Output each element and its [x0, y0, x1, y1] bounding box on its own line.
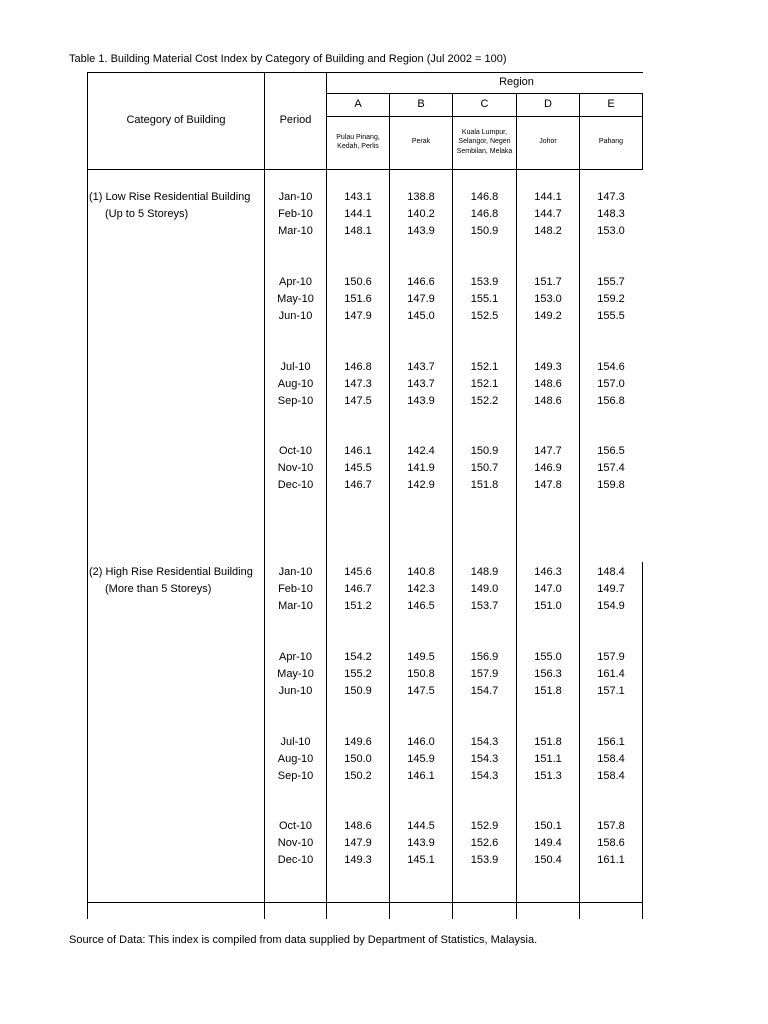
index-value-cell: 151.6: [344, 293, 372, 305]
period-cell: Sep-10: [277, 395, 314, 407]
region-code-a: A: [354, 98, 362, 110]
index-value-cell: 148.1: [344, 225, 372, 237]
index-value-cell: 152.1: [470, 361, 499, 373]
index-value-cell: 149.3: [344, 854, 372, 866]
index-value-cell: 146.3: [534, 566, 562, 578]
index-value-cell: 147.3: [344, 378, 372, 390]
period-cell: Aug-10: [277, 753, 314, 765]
period-cell: Jul-10: [280, 361, 311, 373]
period-cell: Jan-10: [278, 566, 313, 578]
region-name-d: [517, 137, 579, 147]
index-value-cell: 147.9: [344, 310, 372, 322]
period-cell: May-10: [277, 293, 314, 305]
index-value-cell: 143.1: [344, 191, 372, 203]
index-value-cell: 149.4: [534, 837, 562, 849]
index-value-cell: 146.9: [534, 462, 562, 474]
period-cell: Jan-10: [278, 191, 313, 203]
table-bottom-border: [88, 902, 643, 903]
period-cell: Apr-10: [278, 651, 313, 663]
category-header: Category of Building: [126, 114, 226, 126]
index-value-cell: 146.7: [344, 479, 372, 491]
period-cell: Feb-10: [278, 583, 313, 595]
period-cell: Dec-10: [277, 479, 314, 491]
index-value-cell: 145.9: [407, 753, 435, 765]
index-value-cell: 148.2: [534, 225, 562, 237]
period-cell: Oct-10: [278, 820, 312, 832]
index-value-cell: 155.0: [534, 651, 562, 663]
region-name-line: Kuala Lumpur,: [461, 128, 508, 136]
index-value-cell: 142.9: [407, 479, 435, 491]
index-value-cell: 143.7: [407, 361, 435, 373]
index-value-cell: 144.1: [344, 208, 372, 220]
index-value-cell: 156.1: [597, 736, 625, 748]
index-value-cell: 144.7: [534, 208, 562, 220]
region-name-b: [390, 137, 452, 147]
section-sublabel: (More than 5 Storeys): [105, 583, 212, 595]
index-value-cell: 143.9: [407, 225, 435, 237]
region-code-d: D: [544, 98, 552, 110]
index-value-cell: 146.1: [407, 770, 435, 782]
index-value-cell: 138.8: [407, 191, 435, 203]
index-value-cell: 146.8: [344, 361, 372, 373]
index-value-cell: 146.6: [407, 276, 435, 288]
index-value-cell: 151.1: [534, 753, 562, 765]
index-value-cell: 148.9: [470, 566, 499, 578]
index-value-cell: 155.7: [597, 276, 625, 288]
index-value-cell: 153.0: [597, 225, 625, 237]
index-value-cell: 144.5: [407, 820, 435, 832]
index-value-cell: 151.2: [344, 600, 372, 612]
index-value-cell: 143.7: [407, 378, 435, 390]
index-value-cell: 147.0: [534, 583, 562, 595]
index-value-cell: 150.6: [344, 276, 372, 288]
index-value-cell: 158.4: [597, 753, 625, 765]
index-value-cell: 154.9: [597, 600, 625, 612]
index-value-cell: 158.6: [597, 837, 625, 849]
period-cell: Nov-10: [277, 462, 314, 474]
index-value-cell: 150.1: [534, 820, 562, 832]
index-value-cell: 156.5: [597, 445, 625, 457]
region-header: Region: [499, 76, 534, 88]
index-value-cell: 151.8: [534, 685, 562, 697]
index-value-cell: 155.2: [344, 668, 372, 680]
index-value-cell: 146.5: [407, 600, 435, 612]
period-cell: May-10: [277, 668, 314, 680]
index-value-cell: 145.5: [344, 462, 372, 474]
period-cell: Mar-10: [278, 225, 313, 237]
index-value-cell: 149.2: [534, 310, 562, 322]
index-value-cell: 153.0: [534, 293, 562, 305]
region-name-a: [327, 133, 389, 152]
index-value-cell: 142.3: [407, 583, 435, 595]
index-value-cell: 149.6: [344, 736, 372, 748]
index-value-cell: 153.7: [470, 600, 499, 612]
index-value-cell: 161.4: [597, 668, 625, 680]
period-cell: Jul-10: [280, 736, 311, 748]
period-cell: Jun-10: [278, 310, 313, 322]
index-value-cell: 146.8: [470, 191, 499, 203]
region-name-e: [580, 137, 642, 147]
index-value-cell: 157.4: [597, 462, 625, 474]
region-name-line: Sembilan, Melaka: [456, 147, 513, 155]
period-cell: Oct-10: [278, 445, 312, 457]
index-value-cell: 153.9: [470, 854, 499, 866]
index-value-cell: 147.8: [534, 479, 562, 491]
region-name-line: Selangor, Negeri: [458, 138, 511, 146]
index-value-cell: 152.6: [470, 837, 499, 849]
index-value-cell: 150.9: [470, 225, 499, 237]
table-right-border-lower: [642, 562, 643, 919]
index-value-cell: 154.7: [470, 685, 499, 697]
index-value-cell: 149.7: [597, 583, 625, 595]
index-value-cell: 151.7: [534, 276, 562, 288]
period-cell: Aug-10: [277, 378, 314, 390]
index-value-cell: 150.8: [407, 668, 435, 680]
index-value-cell: 154.6: [597, 361, 625, 373]
region-name-c: [453, 128, 516, 157]
index-value-cell: 140.2: [407, 208, 435, 220]
index-value-cell: 150.9: [344, 685, 372, 697]
index-value-cell: 143.9: [407, 395, 435, 407]
index-value-cell: 145.1: [407, 854, 435, 866]
index-value-cell: 148.6: [534, 395, 562, 407]
period-cell: Apr-10: [278, 276, 313, 288]
region-name-line: Pulau Pinang,: [336, 133, 380, 141]
index-value-cell: 154.3: [470, 753, 499, 765]
index-value-cell: 155.5: [597, 310, 625, 322]
index-value-cell: 149.0: [470, 583, 499, 595]
index-value-cell: 156.9: [470, 651, 499, 663]
index-value-cell: 144.1: [534, 191, 562, 203]
index-value-cell: 155.1: [470, 293, 499, 305]
index-value-cell: 159.2: [597, 293, 625, 305]
index-value-cell: 152.2: [470, 395, 499, 407]
index-value-cell: 156.8: [597, 395, 625, 407]
index-value-cell: 154.3: [470, 736, 499, 748]
index-value-cell: 150.9: [470, 445, 499, 457]
index-value-cell: 141.9: [407, 462, 435, 474]
index-value-cell: 148.6: [344, 820, 372, 832]
index-value-cell: 150.2: [344, 770, 372, 782]
region-name-line: Kedah, Perlis: [337, 143, 379, 150]
table-left-border: [87, 72, 88, 919]
index-value-cell: 145.6: [344, 566, 372, 578]
index-value-cell: 150.7: [470, 462, 499, 474]
index-value-cell: 146.1: [344, 445, 372, 457]
index-value-cell: 152.9: [470, 820, 499, 832]
period-cell: Sep-10: [277, 770, 314, 782]
index-value-cell: 145.0: [407, 310, 435, 322]
section-label: (1) Low Rise Residential Building: [89, 191, 251, 203]
region-code-c: C: [480, 98, 489, 110]
index-value-cell: 149.5: [407, 651, 435, 663]
section-sublabel: (Up to 5 Storeys): [105, 208, 189, 220]
index-value-cell: 147.5: [407, 685, 435, 697]
index-value-cell: 140.8: [407, 566, 435, 578]
table-right-border: [642, 93, 643, 170]
period-cell: Mar-10: [278, 600, 313, 612]
index-value-cell: 147.5: [344, 395, 372, 407]
index-value-cell: 146.8: [470, 208, 499, 220]
region-name-divider: [326, 116, 643, 117]
source-note: Source of Data: This index is compiled from data supplied by Department of Statistics, Malaysia.: [69, 934, 538, 946]
period-cell: Jun-10: [278, 685, 313, 697]
index-value-cell: 151.8: [470, 479, 499, 491]
period-cell: Nov-10: [277, 837, 314, 849]
index-value-cell: 157.8: [597, 820, 625, 832]
index-value-cell: 151.0: [534, 600, 562, 612]
index-value-cell: 148.4: [597, 566, 625, 578]
index-value-cell: 148.3: [597, 208, 625, 220]
table-top-border: [88, 72, 643, 73]
index-value-cell: 154.3: [470, 770, 499, 782]
index-value-cell: 151.3: [534, 770, 562, 782]
index-value-cell: 147.9: [407, 293, 435, 305]
index-value-cell: 156.3: [534, 668, 562, 680]
index-value-cell: 148.6: [534, 378, 562, 390]
index-value-cell: 147.3: [597, 191, 625, 203]
index-value-cell: 153.9: [470, 276, 499, 288]
index-value-cell: 157.9: [470, 668, 499, 680]
index-value-cell: 147.9: [344, 837, 372, 849]
index-value-cell: 150.4: [534, 854, 562, 866]
region-name-line: Pahang: [598, 138, 624, 146]
index-value-cell: 161.1: [597, 854, 625, 866]
index-value-cell: 157.0: [597, 378, 625, 390]
index-value-cell: 157.9: [597, 651, 625, 663]
index-value-cell: 157.1: [597, 685, 625, 697]
region-name-line: Johor: [539, 138, 557, 146]
table-title: Table 1. Building Material Cost Index by Category of Building and Region (Jul 2002 = 100): [69, 53, 507, 65]
index-value-cell: 158.4: [597, 770, 625, 782]
index-value-cell: 149.3: [534, 361, 562, 373]
region-code-divider: [326, 93, 643, 94]
period-cell: Feb-10: [278, 208, 313, 220]
index-value-cell: 159.8: [597, 479, 625, 491]
region-code-b: B: [417, 98, 425, 110]
index-value-cell: 147.7: [534, 445, 562, 457]
section-label: (2) High Rise Residential Building: [89, 566, 253, 578]
index-value-cell: 152.5: [470, 310, 499, 322]
period-header: Period: [279, 114, 312, 126]
index-value-cell: 154.2: [344, 651, 372, 663]
index-value-cell: 150.0: [344, 753, 372, 765]
index-value-cell: 151.8: [534, 736, 562, 748]
header-bottom-border: [88, 169, 643, 170]
index-value-cell: 143.9: [407, 837, 435, 849]
period-cell: Dec-10: [277, 854, 314, 866]
index-value-cell: 146.7: [344, 583, 372, 595]
index-value-cell: 146.0: [407, 736, 435, 748]
index-value-cell: 142.4: [407, 445, 435, 457]
region-name-line: Perak: [411, 138, 431, 146]
index-value-cell: 152.1: [470, 378, 499, 390]
region-code-e: E: [607, 98, 615, 110]
